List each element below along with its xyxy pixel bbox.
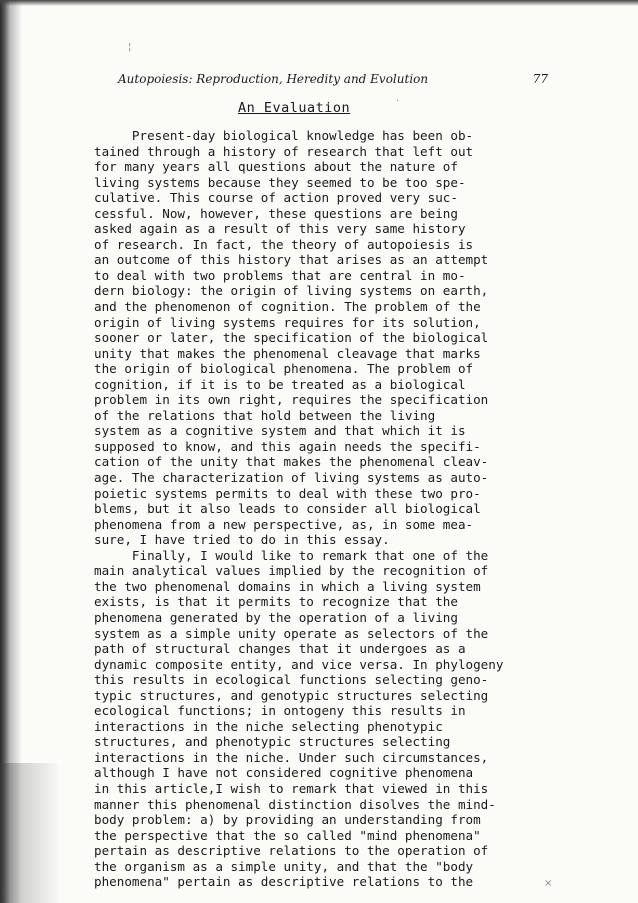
text-line: cognition, if it is to be treated as a biological [94, 376, 466, 392]
text-line: main analytical values implied by the recognition of [94, 563, 489, 579]
text-line: poietic systems permits to deal with these two pro- [94, 485, 481, 501]
text-line: although I have not considered cognitive phenomena [94, 765, 474, 781]
scan-speck: × [544, 878, 553, 889]
text-line: an outcome of this history that arises as an attempt [94, 252, 489, 268]
text-line: phenomena from a new perspective, as, in some mea- [94, 516, 474, 532]
section-title: An Evaluation [238, 100, 351, 116]
running-title: Autopoiesis: Reproduction, Heredity and Evolution [118, 72, 429, 86]
scan-corner-shadow [0, 763, 60, 903]
text-line: problem in its own right, requires the specification [94, 392, 489, 408]
text-line: phenomena" pertain as descriptive relations to the [94, 874, 474, 890]
text-line: the origin of biological phenomena. The problem of [94, 361, 474, 377]
text-line: of research. In fact, the theory of autopoiesis is [94, 236, 474, 252]
text-line: interactions in the niche. Under such circumstances, [94, 749, 489, 765]
body-text [94, 128, 554, 890]
text-line: system as a simple unity operate as selectors of the [94, 625, 489, 641]
text-line: the organism as a simple unity, and that the "body [94, 858, 474, 874]
text-line: tained through a history of research that left out [94, 143, 474, 159]
text-line: pertain as descriptive relations to the operation of [94, 843, 489, 859]
text-line: dern biology: the origin of living systems on earth, [94, 283, 489, 299]
text-line: in this article,I wish to remark that viewed in this [94, 780, 489, 796]
text-line: manner this phenomenal distinction disolves the mind- [94, 796, 496, 812]
text-line: structures, and phenotypic structures selecting [94, 734, 451, 750]
text-line: path of structural changes that it undergoes as a [94, 641, 466, 657]
text-line: sooner or later, the specification of the biological [94, 330, 489, 346]
text-line: sure, I have tried to do in this essay. [94, 532, 390, 548]
scan-speck: · [396, 96, 400, 107]
running-head [118, 72, 548, 86]
text-line: for many years all questions about the nature of [94, 159, 458, 175]
text-line: Present-day biological knowledge has been ob- [94, 128, 474, 143]
text-line: ecological functions; in ontogeny this results in [94, 703, 466, 719]
scan-speck: ¦ [128, 42, 132, 53]
scan-top-shadow [0, 0, 638, 6]
text-line: and the phenomenon of cognition. The problem of the [94, 299, 481, 315]
text-line: supposed to know, and this again needs the specifi- [94, 438, 481, 454]
text-line: culative. This course of action proved very suc- [94, 190, 458, 206]
text-line: the two phenomenal domains in which a living system [94, 578, 481, 594]
text-line: unity that makes the phenomenal cleavage that marks [94, 345, 481, 361]
text-line: living systems because they seemed to be too spe- [94, 174, 466, 190]
text-line: to deal with two problems that are central in mo- [94, 267, 466, 283]
text-line: age. The characterization of living systems as auto- [94, 470, 489, 486]
text-line: of the relations that hold between the living [94, 407, 436, 423]
text-line: origin of living systems requires for its solution, [94, 314, 481, 330]
text-line: the perspective that the so called "mind phenomena" [94, 827, 481, 843]
text-line: interactions in the niche selecting phenotypic [94, 718, 443, 734]
text-line: dynamic composite entity, and vice versa. In phylogeny [94, 656, 504, 672]
text-line: blems, but it also leads to consider all biological [94, 501, 481, 517]
text-line: Finally, I would like to remark that one of the [94, 547, 489, 563]
text-line: cation of the unity that makes the phenomenal cleav- [94, 454, 489, 470]
text-line: exists, is that it permits to recognize that the [94, 594, 458, 610]
text-line: typic structures, and genotypic structures selecting [94, 687, 489, 703]
text-line: asked again as a result of this very same history [94, 221, 466, 237]
text-line: this results in ecological functions selecting geno- [94, 672, 489, 688]
text-line: system as a cognitive system and that which it is [94, 423, 466, 439]
text-line: cessful. Now, however, these questions are being [94, 205, 458, 221]
text-line: phenomena generated by the operation of a living [94, 609, 458, 625]
page-number: 77 [532, 72, 548, 86]
text-line: body problem: a) by providing an understanding from [94, 812, 481, 828]
